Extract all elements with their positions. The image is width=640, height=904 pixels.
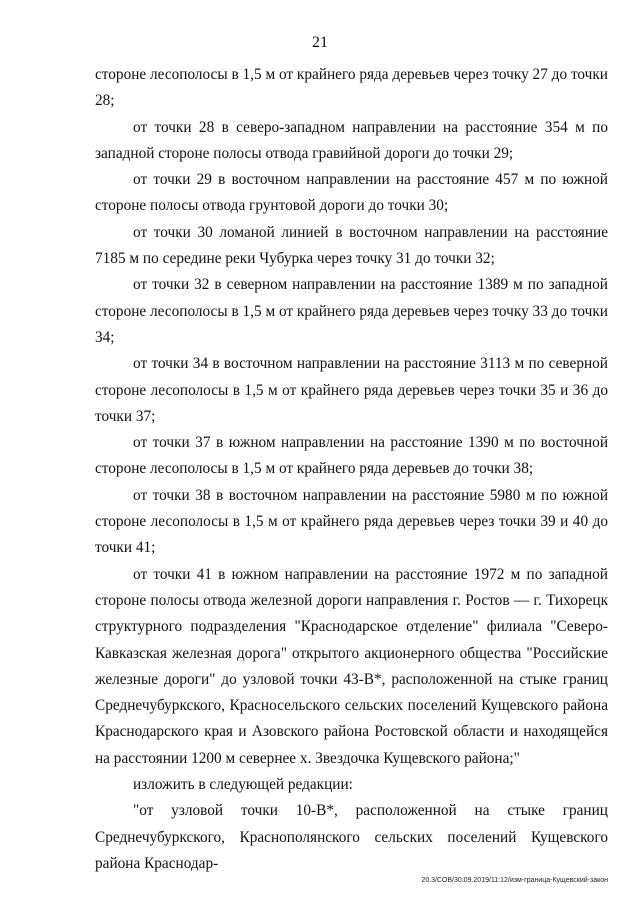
document-body bbox=[95, 62, 608, 877]
paragraph: от точки 28 в северо-западном направлении на расстояние 354 м по западной стороне полосы отвода гравийной дороги до точки 29; bbox=[95, 118, 608, 162]
document-footer-code: 20.3/СОВ/30.09.2019/11:12/изм-граница-Кущевский-закон bbox=[421, 877, 608, 884]
paragraph: от точки 34 в восточном направлении на расстояние 3113 м по северной стороне лесополосы в 1,5 м от крайнего ряда деревьев через точки 35 и 36 до точки 37; bbox=[95, 355, 608, 425]
paragraph: от точки 32 в северном направлении на расстояние 1389 м по западной стороне лесополосы в 1,5 м от крайнего ряда деревьев через точку 33 до точки 34; bbox=[95, 276, 608, 346]
paragraph: "от узловой точки 10-В*, расположенной на стыке границ Среднечубуркского, Краснополянского сельских поселений Кущевского района Краснодар- bbox=[95, 802, 608, 872]
paragraph: от точки 29 в восточном направлении на расстояние 457 м по южной стороне полосы отвода грунтовой дороги до точки 30; bbox=[95, 171, 608, 215]
paragraph: от точки 30 ломаной линией в восточном направлении на расстояние 7185 м по середине реки Чубурка через точку 31 до точки 32; bbox=[95, 223, 608, 268]
paragraph: от точки 38 в восточном направлении на расстояние 5980 м по южной стороне лесополосы в 1,5 м от крайнего ряда деревьев через точки 39 и 40 до точки 41; bbox=[95, 486, 608, 557]
paragraph: от точки 37 в южном направлении на расстояние 1390 м по восточной стороне лесополосы в 1,5 м от крайнего ряда деревьев до точки 38; bbox=[95, 434, 608, 478]
page-number: 21 bbox=[312, 34, 328, 51]
paragraph: от точки 41 в южном направлении на расстояние 1972 м по западной стороне полосы отвода железной дороги направления г. Ростов — г. Тихорецк структурного подразделения "Краснодарское отделение" филиала "Северо-Кавказская железная дорога" открытого акционерного общества "Российские железные дороги" до узловой точки 43-В*, расположенной на стыке границ Среднечубуркского, Красносельского сельских поселений Кущевского района Краснодарского края и Азовского района Ростовской области и находящейся на расстоянии 1200 м севернее х. Звездочка Кущевского района;" bbox=[95, 565, 608, 767]
paragraph: изложить в следующей редакции: bbox=[133, 776, 353, 794]
paragraph: стороне лесополосы в 1,5 м от крайнего ряда деревьев через точку 27 до точки 28; bbox=[95, 66, 608, 110]
